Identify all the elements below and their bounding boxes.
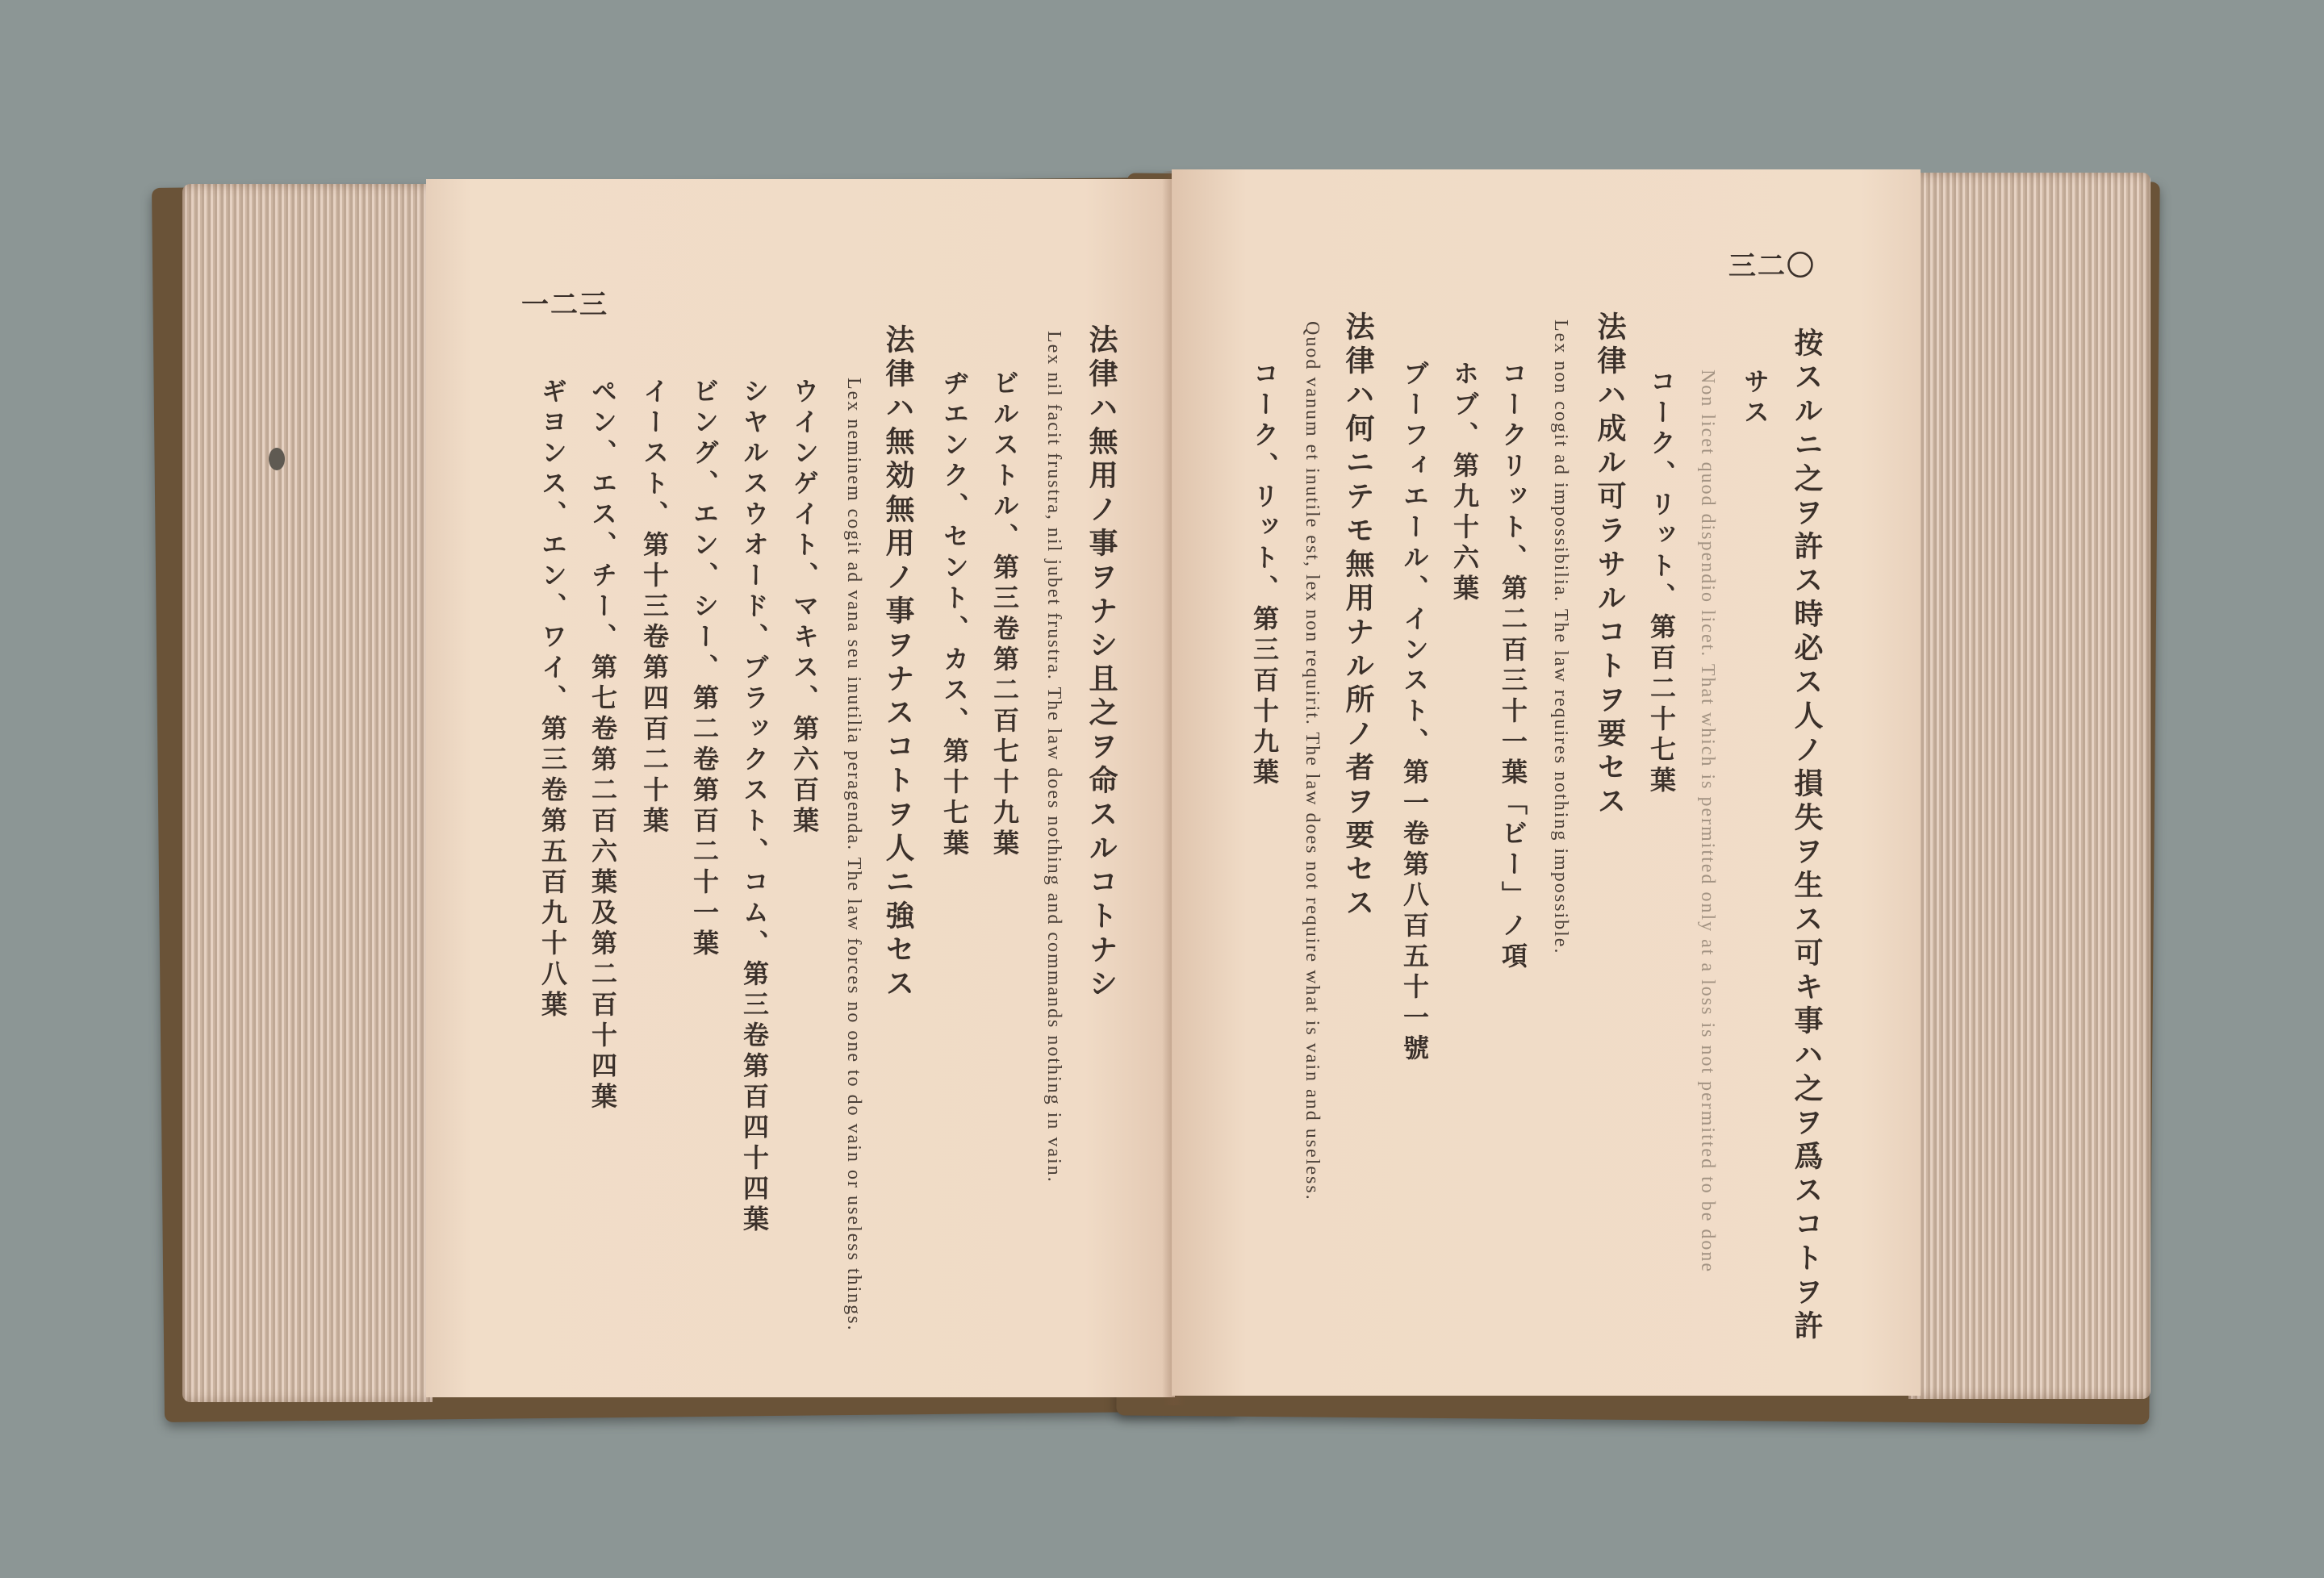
- page-edges-right: [1908, 173, 2151, 1399]
- left-col-4: ヂエンク、セント、カス、第十七葉: [939, 369, 970, 860]
- left-page: [426, 179, 1175, 1397]
- right-col-7: コークリット、第二百三十一葉「ビー」ノ項: [1498, 360, 1528, 973]
- binding-hole: [269, 448, 285, 470]
- right-col-9: ブーフィエール、インスト、第一卷第八百五十一號: [1399, 360, 1430, 1065]
- left-col-1: 法律ハ無用ノ事ヲナシ且之ヲ命スルコトナシ: [1085, 324, 1118, 1002]
- left-page-number: 一二三: [521, 289, 608, 321]
- left-col-11: ペン、エス、チー、第七卷第二百六葉及第二百十四葉: [587, 378, 618, 1113]
- right-page-number: 三二〇: [1728, 250, 1816, 282]
- left-col-2: Lex nil facit frustra, nil jubet frustra. The law does nothing and commands nothing in vain.: [1043, 331, 1064, 1184]
- page-edges-left: [182, 184, 433, 1402]
- right-col-6: Lex non cogit ad impossibilia. The law requires nothing impossible.: [1550, 319, 1571, 955]
- left-col-6: Lex neminem cogit ad vana seu inutilia peragenda. The law forces no one to do vain or useless things.: [843, 378, 864, 1332]
- right-col-4: コーク、リット、第百二十七葉: [1646, 368, 1677, 797]
- right-col-10: 法律ハ何ニテモ無用ナル所ノ者ヲ要セス: [1341, 311, 1375, 921]
- right-col-1: 按スルニ之ヲ許ス時必ス人ノ損失ヲ生ス可キ事ハ之ヲ爲スコトヲ許: [1790, 328, 1824, 1344]
- right-col-5: 法律ハ成ル可ラサルコトヲ要セス: [1593, 311, 1627, 820]
- right-col-11: Quod vanum et inutile est, lex non requirit. The law does not require what is vain and useless.: [1302, 321, 1323, 1201]
- left-col-8: シヤルスウオード、ブラックスト、コム、第三卷第百四十四葉: [739, 378, 770, 1236]
- left-col-10: イースト、第十三卷第四百二十葉: [639, 378, 670, 837]
- left-col-5: 法律ハ無効無用ノ事ヲナスコトヲ人ニ強セス: [881, 324, 915, 1002]
- right-col-8: ホブ、第九十六葉: [1449, 360, 1480, 605]
- left-col-12: ギヨンス、エン、ワイ、第三卷第五百九十八葉: [537, 378, 568, 1021]
- right-col-12: コーク、リット、第三百十九葉: [1249, 360, 1280, 789]
- left-col-7: ウインゲイト、マキス、第六百葉: [789, 378, 820, 837]
- right-page: [1172, 169, 1921, 1396]
- left-col-9: ビング、エン、シー、第二卷第百二十一葉: [689, 378, 720, 960]
- right-col-3: Non licet quod dispendio licet. That which is permitted only at a loss is not permitted to be done: [1697, 369, 1718, 1274]
- left-col-3: ビルストル、第三卷第二百七十九葉: [989, 369, 1020, 860]
- right-col-2: サス: [1740, 368, 1770, 429]
